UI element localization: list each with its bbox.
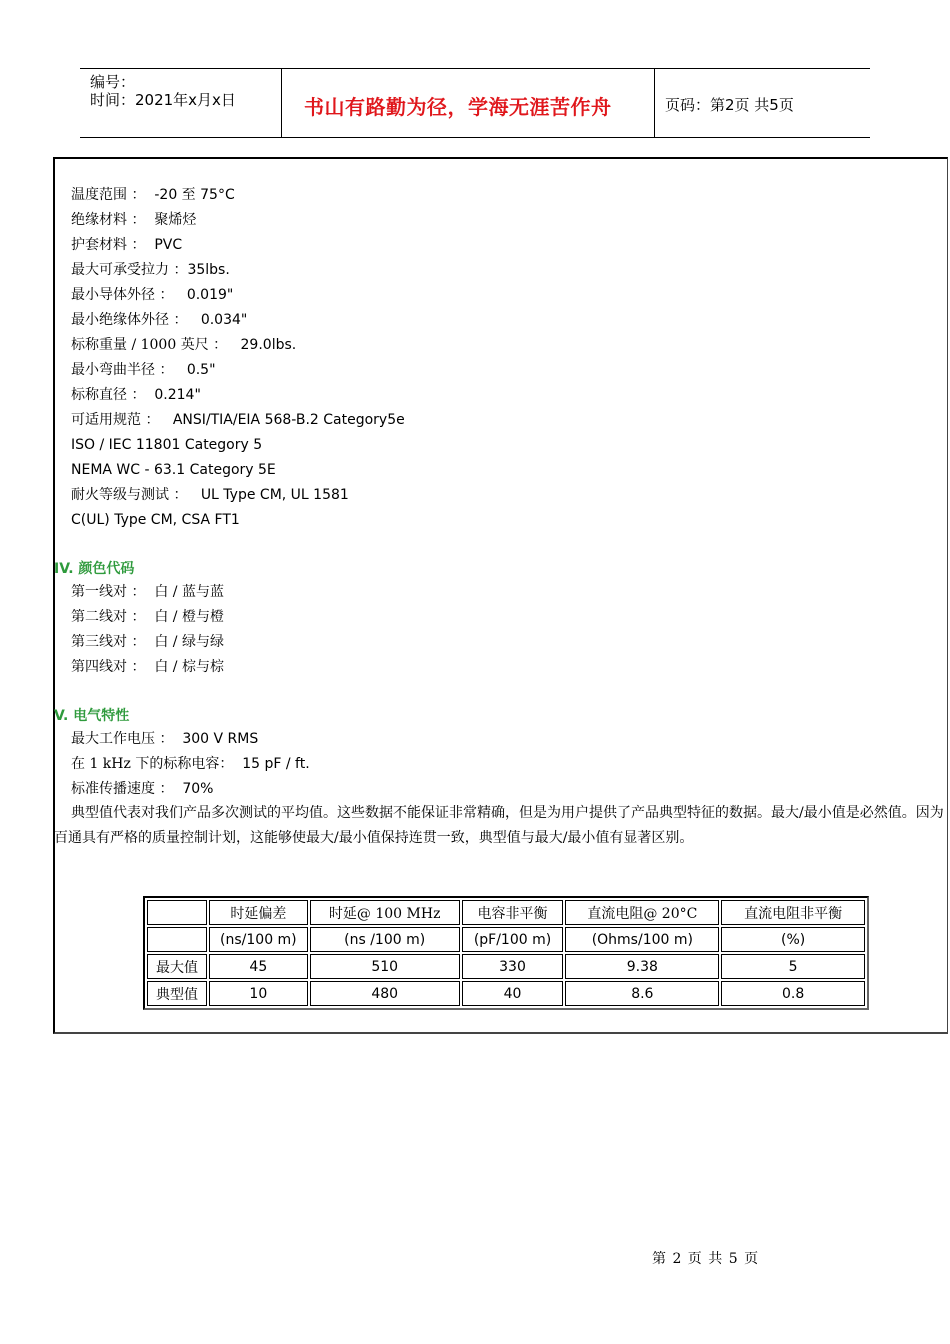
page-info: 页码：第2页 共5页 <box>665 96 794 114</box>
electrical-line: 最大工作电压 ： 300 V RMS <box>71 731 259 747</box>
table-cell: 9.38 <box>565 954 719 979</box>
page-footer: 第 2 页 共 5 页 <box>652 1251 760 1267</box>
section-heading-electrical: V. 电气特性 <box>54 708 130 724</box>
table-cell: 电容非平衡 <box>462 900 564 925</box>
table-row <box>147 981 865 1006</box>
table-cell: 最大值 <box>147 954 207 979</box>
color-pair-line: 第三线对 ： 白 / 绿与绿 <box>71 634 224 650</box>
spec-line: 最小弯曲半径 ： 0.5" <box>71 362 216 378</box>
table-cell: 8.6 <box>565 981 719 1006</box>
table-cell: 5 <box>721 954 865 979</box>
section-heading-color-code: IV. 颜色代码 <box>54 561 135 577</box>
spec-line: NEMA WC - 63.1 Category 5E <box>71 462 276 478</box>
table-units-row <box>147 927 865 952</box>
electrical-table <box>143 896 869 1010</box>
table-cell: 典型值 <box>147 981 207 1006</box>
color-pair-line: 第四线对 ： 白 / 棕与棕 <box>71 659 224 675</box>
motto: 书山有路勤为径，学海无涯苦作舟 <box>304 95 612 119</box>
color-pair-line: 第一线对 ： 白 / 蓝与蓝 <box>71 584 224 600</box>
spec-line: 最大可承受拉力 ：35lbs. <box>71 262 230 278</box>
typical-value-paragraph <box>54 801 950 851</box>
electrical-line: 标准传播速度 ： 70% <box>71 781 214 797</box>
table-header-row <box>147 900 865 925</box>
number-label: 编号： <box>90 73 136 91</box>
spec-line: 可适用规范 ： ANSI/TIA/EIA 568-B.2 Category5e <box>71 412 405 428</box>
table-cell: 直流电阻非平衡 <box>721 900 865 925</box>
electrical-line: 在 1 kHz 下的标称电容： 15 pF / ft. <box>71 756 310 772</box>
table-cell: 480 <box>310 981 460 1006</box>
color-pair-line: 第二线对 ： 白 / 橙与橙 <box>71 609 224 625</box>
table-cell: (ns/100 m) <box>209 927 308 952</box>
table-row <box>147 954 865 979</box>
spec-line: 标称直径 ： 0.214" <box>71 387 201 403</box>
table-cell: 0.8 <box>721 981 865 1006</box>
table-cell: (%) <box>721 927 865 952</box>
spec-line: 最小绝缘体外径 ： 0.034" <box>71 312 248 328</box>
date-label: 时间：2021年x月x日 <box>90 91 236 109</box>
table-cell: 510 <box>310 954 460 979</box>
paragraph-text: 典型值代表对我们产品多次测试的平均值。这些数据不能保证非常精确，但是为用户提供了产品典型特征的数据。最大/最小值是必然值。因为百通具有严格的质量控制计划，这能够使最大/最小值保持连贯一致，典型值与最大/最小值有显著区别。 <box>54 805 944 846</box>
spec-line: C(UL) Type CM, CSA FT1 <box>71 512 240 528</box>
table-cell: 40 <box>462 981 564 1006</box>
page-header <box>80 68 870 138</box>
table-cell: 时延偏差 <box>209 900 308 925</box>
table-cell <box>147 900 207 925</box>
spec-line: 绝缘材料 ： 聚烯烃 <box>71 212 197 228</box>
spec-line: 耐火等级与测试 ： UL Type CM, UL 1581 <box>71 487 349 503</box>
spec-line: ISO / IEC 11801 Category 5 <box>71 437 263 453</box>
header-motto-cell <box>282 69 655 137</box>
table-cell: (pF/100 m) <box>462 927 564 952</box>
table-cell: 时延@ 100 MHz <box>310 900 460 925</box>
table-cell: 直流电阻@ 20°C <box>565 900 719 925</box>
spec-line: 最小导体外径 ： 0.019" <box>71 287 234 303</box>
spec-line: 护套材料 ： PVC <box>71 237 183 253</box>
table-cell <box>147 927 207 952</box>
table-cell: 45 <box>209 954 308 979</box>
header-meta <box>80 69 282 137</box>
table-cell: 10 <box>209 981 308 1006</box>
table-cell: (Ohms/100 m) <box>565 927 719 952</box>
table-cell: (ns /100 m) <box>310 927 460 952</box>
header-page-cell <box>655 69 870 137</box>
table-cell: 330 <box>462 954 564 979</box>
spec-line: 温度范围 ： -20 至 75°C <box>71 187 235 203</box>
spec-line: 标称重量 / 1000 英尺 ： 29.0lbs. <box>71 337 297 353</box>
